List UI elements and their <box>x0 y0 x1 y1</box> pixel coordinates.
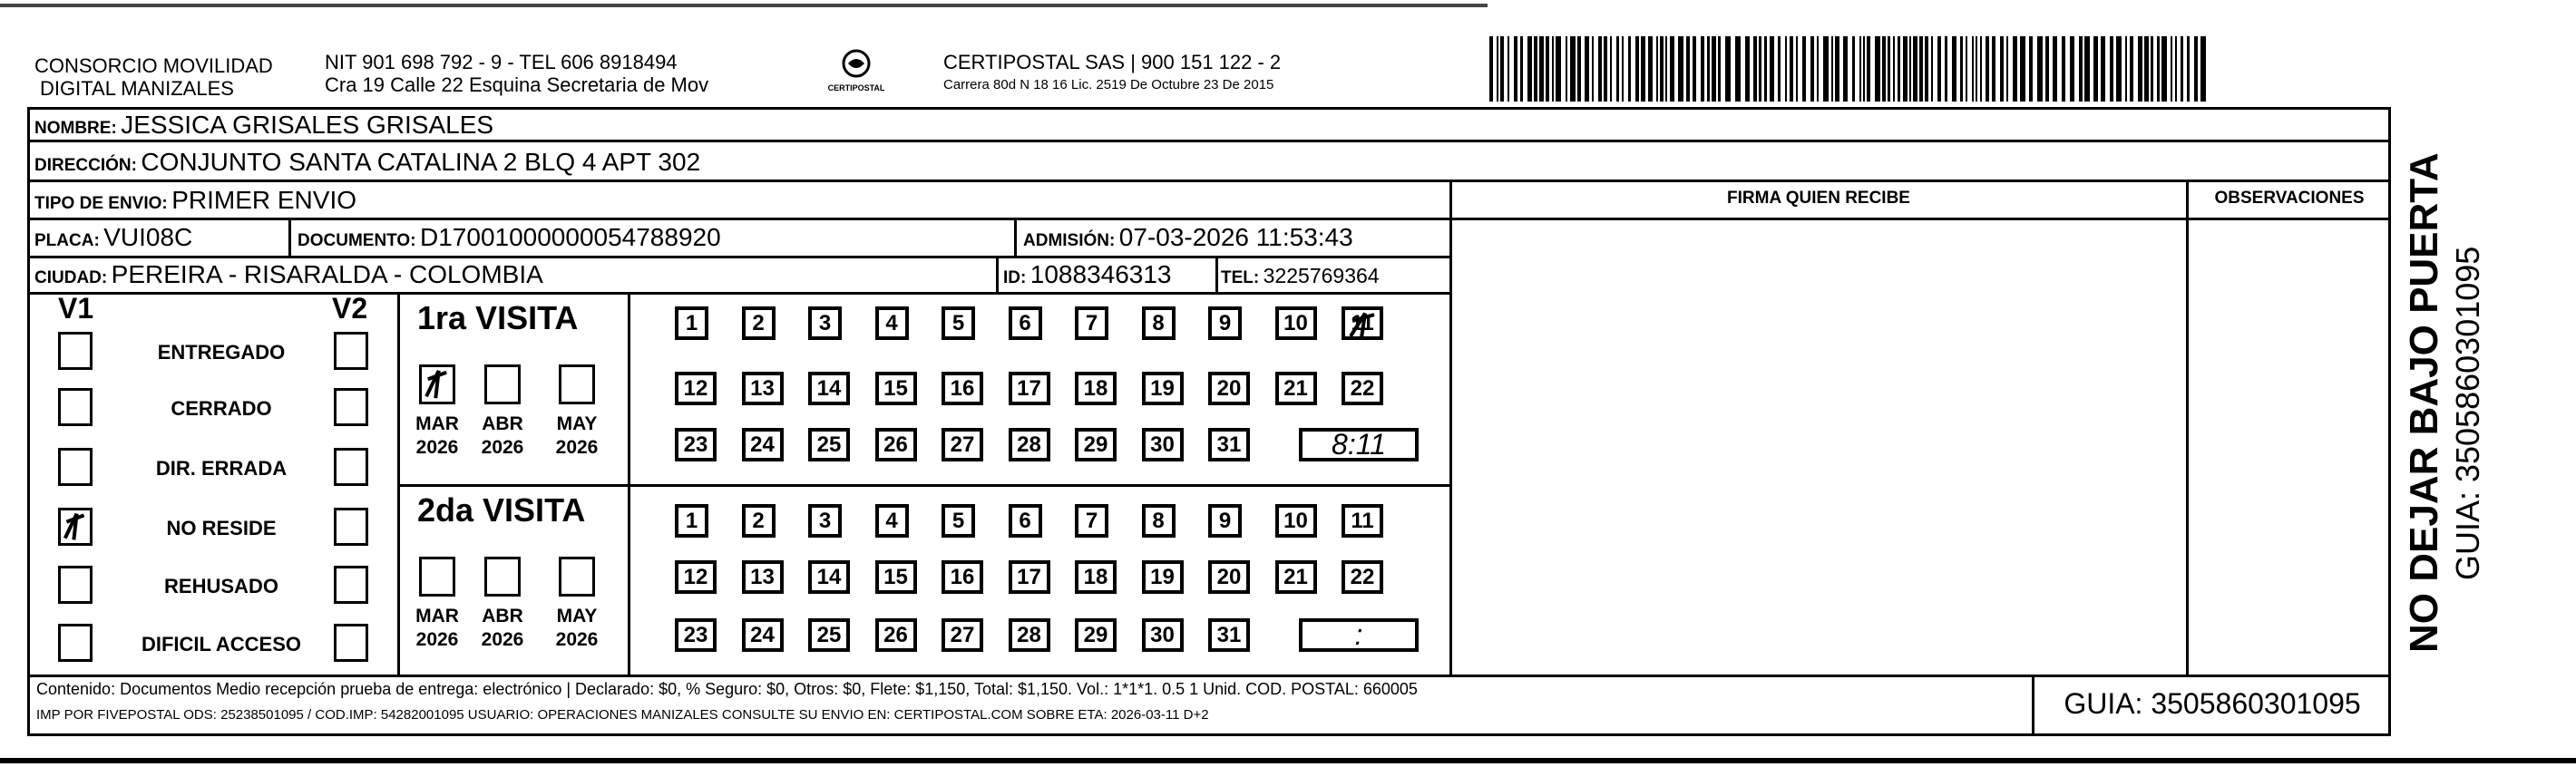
barcode-bar <box>1610 36 1612 102</box>
barcode-bar <box>1790 36 1793 102</box>
nit-line: NIT 901 698 792 - 9 - TEL 606 8918494 <box>325 51 678 73</box>
id-value: 1088346313 <box>1029 260 1172 288</box>
barcode-bar <box>1566 36 1567 102</box>
day-box[interactable]: 2 <box>742 306 776 340</box>
day-box[interactable]: 30 <box>1142 428 1184 461</box>
barcode-bar <box>1570 36 1576 102</box>
barcode-bar <box>1725 36 1731 102</box>
barcode-bar <box>2187 36 2190 102</box>
tipo-envio-row <box>34 186 356 215</box>
barcode-bar <box>2125 36 2127 102</box>
day-box[interactable]: 29 <box>1075 618 1117 652</box>
day-box[interactable]: 25 <box>808 428 850 461</box>
footer-content-line: Contenido: Documentos Medio recepción prueba de entrega: electrónico | Declarado: $0, % Seguro: $0, Otros: $0, Flete: $1,150, Total: $1,150. Vol.: 1*1*1. 0.5 1 Unid. COD. POSTAL: 660005 <box>36 680 1418 698</box>
day-box[interactable]: 5 <box>942 504 975 538</box>
barcode-bar <box>1888 36 1890 102</box>
barcode-bar <box>1678 36 1683 102</box>
day-box[interactable]: 13 <box>742 560 784 594</box>
day-box[interactable]: 12 <box>675 372 717 405</box>
documento-label: DOCUMENTO: <box>298 231 416 250</box>
tel-value: 3225769364 <box>1263 264 1380 287</box>
day-box[interactable]: 11 <box>1342 504 1383 538</box>
v2-label: V2 <box>332 292 368 325</box>
footer-imp-line: IMP POR FIVEPOSTAL ODS: 25238501095 / COD.IMP: 54282001095 USUARIO: OPERACIONES MANIZALES CONSULTE SU ENVIO EN: CERTIPOSTAL.COM SOBRE ETA: 2026-03-11 D+2 <box>36 707 1209 723</box>
month-checkbox[interactable] <box>419 557 455 597</box>
observaciones-header: OBSERVACIONES <box>2214 189 2365 208</box>
v2-status-checkbox[interactable] <box>334 332 368 370</box>
barcode-bar <box>1972 36 1974 102</box>
month-label: ABR <box>482 413 523 434</box>
barcode-bar <box>1604 36 1607 102</box>
barcode-bar <box>2062 36 2065 102</box>
v1-status-checkbox[interactable] <box>58 448 93 486</box>
month-checkbox[interactable] <box>419 364 455 404</box>
day-box[interactable]: 22 <box>1342 372 1383 405</box>
day-box[interactable]: 13 <box>742 372 784 405</box>
day-box[interactable]: 18 <box>1075 560 1117 594</box>
month-checkbox[interactable] <box>484 364 521 404</box>
barcode-bar <box>1823 36 1829 102</box>
barcode-bar <box>1527 36 1532 102</box>
barcode-bar <box>1802 36 1806 102</box>
barcode-bar <box>1976 36 1977 102</box>
day-box[interactable]: 9 <box>1208 306 1242 340</box>
month-year: 2026 <box>481 437 524 458</box>
barcode-bar <box>1701 36 1704 102</box>
day-box[interactable]: 20 <box>1208 372 1250 405</box>
barcode-bar <box>2084 36 2090 102</box>
barcode-bar <box>1863 36 1865 102</box>
direccion-row <box>34 148 700 177</box>
day-box[interactable]: 24 <box>742 428 784 461</box>
day-box[interactable]: 22 <box>1342 560 1383 594</box>
barcode-bar <box>2157 36 2160 102</box>
day-box[interactable]: 14 <box>808 560 850 594</box>
consortium-contact <box>325 51 708 96</box>
month-year: 2026 <box>481 629 524 650</box>
id-label: ID: <box>1003 268 1027 287</box>
barcode-bar <box>1686 36 1690 102</box>
barcode-bar <box>2013 36 2017 102</box>
month-label: MAY <box>556 413 598 434</box>
barcode-bar <box>1622 36 1624 102</box>
day-box[interactable]: 17 <box>1009 560 1050 594</box>
barcode-bar <box>1635 36 1639 102</box>
day-box[interactable]: 16 <box>942 560 983 594</box>
barcode-bar <box>1960 36 1963 102</box>
direccion-label: DIRECCIÓN: <box>34 156 137 175</box>
certipostal-line: CERTIPOSTAL SAS | 900 151 122 - 2 <box>943 51 1282 73</box>
barcode-bar <box>2045 36 2049 102</box>
barcode-bar <box>1898 36 1900 102</box>
barcode-bar <box>1520 36 1523 102</box>
barcode-bar <box>2175 36 2177 102</box>
day-box[interactable]: 27 <box>942 428 983 461</box>
day-box[interactable]: 12 <box>675 560 717 594</box>
barcode-bar <box>1966 36 1967 102</box>
barcode-bar <box>1919 36 1923 102</box>
ciudad-label: CIUDAD: <box>34 268 108 287</box>
day-box[interactable]: 26 <box>875 428 917 461</box>
consortium-line-1: CONSORCIO MOVILIDAD <box>34 54 273 77</box>
day-box[interactable]: 11 <box>1342 306 1383 340</box>
barcode-bar <box>2000 36 2004 102</box>
barcode-bar <box>2151 36 2153 102</box>
day-box[interactable]: 31 <box>1208 428 1250 461</box>
barcode-bar <box>1585 36 1589 102</box>
side-guia: GUIA: 3505860301095 <box>2449 246 2486 580</box>
barcode-bar <box>1810 36 1814 102</box>
day-box[interactable]: 18 <box>1075 372 1117 405</box>
barcode-bar <box>1945 36 1947 102</box>
day-box[interactable]: 21 <box>1275 560 1317 594</box>
barcode-bar <box>1753 36 1757 102</box>
day-box[interactable]: 7 <box>1075 504 1108 538</box>
v2-status-checkbox[interactable] <box>334 566 368 604</box>
placa-value: VUI08C <box>103 223 193 251</box>
ciudad-value: PEREIRA - RISARALDA - COLOMBIA <box>111 260 543 288</box>
side-warning: NO DEJAR BAJO PUERTA <box>2402 152 2446 653</box>
barcode-bar <box>1598 36 1602 102</box>
barcode-bar <box>1556 36 1561 102</box>
day-box[interactable]: 29 <box>1075 428 1117 461</box>
barcode-bar <box>1592 36 1594 102</box>
barcode-bar <box>2144 36 2149 102</box>
day-box[interactable]: 4 <box>875 504 909 538</box>
visit2-title: 2da VISITA <box>417 491 586 529</box>
month-year: 2026 <box>415 437 459 458</box>
barcode-bar <box>1835 36 1839 102</box>
barcode-bar <box>1693 36 1696 102</box>
consortium-line-2: DIGITAL MANIZALES <box>40 77 234 100</box>
status-label: REHUSADO <box>164 575 278 597</box>
license-line: Carrera 80d N 18 16 Lic. 2519 De Octubre 23 De 2015 <box>943 77 1274 92</box>
handwritten-check-icon <box>61 510 90 543</box>
barcode-bar <box>1489 36 1493 102</box>
barcode-bar <box>2194 36 2198 102</box>
barcode-bar <box>1778 36 1781 102</box>
month-label: MAR <box>415 606 459 626</box>
barcode-bar <box>1952 36 1956 102</box>
visit1-title: 1ra VISITA <box>417 299 579 336</box>
barcode-bar <box>1628 36 1631 102</box>
day-box[interactable]: 28 <box>1009 618 1050 652</box>
barcode-bar <box>1670 36 1674 102</box>
firma-header: FIRMA QUIEN RECIBE <box>1727 189 1910 208</box>
barcode-bar <box>1817 36 1819 102</box>
month-checkbox[interactable] <box>484 557 521 597</box>
barcode-bar <box>1718 36 1721 102</box>
barcode-bar <box>2093 36 2098 102</box>
day-box[interactable]: 15 <box>875 560 917 594</box>
day-box[interactable]: 10 <box>1275 306 1317 340</box>
placa-cell <box>34 223 192 252</box>
barcode-bar <box>1980 36 1982 102</box>
v2-status-checkbox[interactable] <box>334 448 368 486</box>
barcode-bar <box>1497 36 1498 102</box>
footer-guia: GUIA: 3505860301095 <box>2064 687 2361 720</box>
day-box[interactable]: 1 <box>675 306 708 340</box>
v1-status-checkbox[interactable] <box>58 508 93 546</box>
barcode-bar <box>2161 36 2167 102</box>
barcode-bar <box>2101 36 2105 102</box>
v1-status-checkbox[interactable] <box>58 332 93 370</box>
barcode <box>1489 36 2211 102</box>
day-box[interactable]: 30 <box>1142 618 1184 652</box>
barcode-bar <box>1882 36 1886 102</box>
admision-value: 07-03-2026 11:53:43 <box>1118 223 1353 251</box>
v1-status-checkbox[interactable] <box>58 388 93 426</box>
day-box[interactable]: 8 <box>1142 504 1176 538</box>
barcode-bar <box>1785 36 1787 102</box>
certipostal-info <box>943 51 1281 96</box>
day-box[interactable]: 23 <box>675 618 717 652</box>
consortium-address: Cra 19 Calle 22 Esquina Secretaria de Mov <box>325 73 709 96</box>
day-box[interactable]: 14 <box>808 372 850 405</box>
month-year: 2026 <box>555 437 599 458</box>
placa-label: PLACA: <box>34 231 100 250</box>
v1-status-checkbox[interactable] <box>58 624 93 662</box>
barcode-bar <box>1852 36 1855 102</box>
barcode-bar <box>1712 36 1716 102</box>
barcode-bar <box>1796 36 1798 102</box>
barcode-bar <box>2020 36 2025 102</box>
day-box[interactable]: 16 <box>942 372 983 405</box>
barcode-bar <box>1514 36 1517 102</box>
day-box[interactable]: 7 <box>1075 306 1108 340</box>
day-box[interactable]: 17 <box>1009 372 1050 405</box>
status-label: CERRADO <box>171 397 272 420</box>
barcode-bar <box>1500 36 1504 102</box>
day-box[interactable]: 25 <box>808 618 850 652</box>
barcode-bar <box>1903 36 1908 102</box>
barcode-bar <box>2070 36 2074 102</box>
day-box[interactable]: 23 <box>675 428 717 461</box>
barcode-bar <box>1616 36 1619 102</box>
day-box[interactable]: 6 <box>1009 504 1042 538</box>
barcode-bar <box>2200 36 2206 102</box>
v1-status-checkbox[interactable] <box>58 566 93 604</box>
day-box[interactable]: 28 <box>1009 428 1050 461</box>
admision-label: ADMISIÓN: <box>1023 231 1116 250</box>
day-box[interactable]: 20 <box>1208 560 1250 594</box>
day-box[interactable]: 21 <box>1275 372 1317 405</box>
day-box[interactable]: 10 <box>1275 504 1317 538</box>
barcode-bar <box>2110 36 2113 102</box>
month-label: ABR <box>482 606 523 626</box>
barcode-bar <box>2079 36 2083 102</box>
barcode-bar <box>1937 36 1941 102</box>
v2-status-checkbox[interactable] <box>334 624 368 662</box>
day-box[interactable]: 31 <box>1208 618 1250 652</box>
id-cell <box>1003 260 1172 289</box>
barcode-bar <box>1867 36 1870 102</box>
barcode-bar <box>1931 36 1933 102</box>
barcode-bar <box>2053 36 2057 102</box>
barcode-bar <box>1831 36 1833 102</box>
barcode-bar <box>1759 36 1761 102</box>
admision-cell <box>1023 223 1353 252</box>
barcode-bar <box>1909 36 1911 102</box>
day-box[interactable]: 3 <box>808 504 842 538</box>
month-label: MAR <box>415 413 459 434</box>
handwritten-check-icon <box>1345 310 1381 341</box>
barcode-bar <box>1745 36 1750 102</box>
day-box[interactable]: 1 <box>675 504 708 538</box>
nombre-value: JESSICA GRISALES GRISALES <box>121 111 494 139</box>
tipo-envio-label: TIPO DE ENVIO: <box>34 194 168 213</box>
barcode-bar <box>1913 36 1917 102</box>
month-checkbox[interactable] <box>559 364 595 404</box>
barcode-bar <box>2138 36 2142 102</box>
barcode-bar <box>1875 36 1880 102</box>
barcode-bar <box>1707 36 1710 102</box>
v2-status-checkbox[interactable] <box>334 388 368 426</box>
documento-value: D17001000000054788920 <box>420 223 721 251</box>
day-box[interactable]: 3 <box>808 306 842 340</box>
barcode-bar <box>1770 36 1774 102</box>
tel-cell <box>1221 264 1380 288</box>
status-label: ENTREGADO <box>157 341 286 364</box>
direccion-value: CONJUNTO SANTA CATALINA 2 BLQ 4 APT 302 <box>141 148 701 176</box>
day-box[interactable]: 15 <box>875 372 917 405</box>
status-label: NO RESIDE <box>166 517 277 539</box>
documento-cell <box>298 223 721 252</box>
barcode-bar <box>1577 36 1581 102</box>
tipo-envio-value: PRIMER ENVIO <box>171 186 357 214</box>
certipostal-logo-icon <box>824 47 889 102</box>
barcode-bar <box>2037 36 2043 102</box>
day-box[interactable]: 6 <box>1009 306 1042 340</box>
barcode-bar <box>2130 36 2133 102</box>
barcode-bar <box>1986 36 1989 102</box>
status-label: DIFICIL ACCESO <box>141 633 301 655</box>
consortium-name <box>34 54 273 100</box>
day-box[interactable]: 26 <box>875 618 917 652</box>
barcode-bar <box>1660 36 1664 102</box>
barcode-bar <box>2029 36 2033 102</box>
logo-text: CERTIPOSTAL <box>827 83 885 92</box>
barcode-bar <box>1764 36 1767 102</box>
barcode-bar <box>2181 36 2183 102</box>
day-box[interactable]: 8 <box>1142 306 1176 340</box>
v2-status-checkbox[interactable] <box>334 508 368 546</box>
barcode-bar <box>1546 36 1549 102</box>
time-box[interactable]: : <box>1299 618 1419 652</box>
ciudad-cell <box>34 260 543 289</box>
barcode-bar <box>1859 36 1861 102</box>
barcode-bar <box>1641 36 1645 102</box>
barcode-bar <box>1893 36 1895 102</box>
month-year: 2026 <box>555 629 599 650</box>
barcode-bar <box>1735 36 1741 102</box>
barcode-bar <box>1648 36 1653 102</box>
tel-label: TEL: <box>1221 268 1260 287</box>
barcode-bar <box>1508 36 1509 102</box>
barcode-bar <box>1539 36 1544 102</box>
barcode-bar <box>2171 36 2172 102</box>
barcode-bar <box>1665 36 1667 102</box>
v1-label: V1 <box>58 292 94 325</box>
barcode-bar <box>2006 36 2008 102</box>
nombre-row <box>34 111 493 140</box>
month-year: 2026 <box>415 629 459 650</box>
day-box[interactable]: 27 <box>942 618 983 652</box>
status-label: DIR. ERRADA <box>155 457 288 480</box>
barcode-bar <box>1992 36 1995 102</box>
barcode-bar <box>1843 36 1848 102</box>
month-checkbox[interactable] <box>559 557 595 597</box>
month-label: MAY <box>556 606 598 626</box>
day-box[interactable]: 2 <box>742 504 776 538</box>
nombre-label: NOMBRE: <box>34 119 117 138</box>
certipostal-logo <box>824 47 889 102</box>
barcode-bar <box>1656 36 1658 102</box>
day-box[interactable]: 5 <box>942 306 975 340</box>
barcode-bar <box>1925 36 1928 102</box>
day-box[interactable]: 24 <box>742 618 784 652</box>
barcode-bar <box>2116 36 2122 102</box>
day-box[interactable]: 9 <box>1208 504 1242 538</box>
barcode-bar <box>1534 36 1537 102</box>
day-box[interactable]: 19 <box>1142 560 1184 594</box>
barcode-bar <box>1552 36 1554 102</box>
day-box[interactable]: 19 <box>1142 372 1184 405</box>
handwritten-check-icon <box>422 367 453 402</box>
day-box[interactable]: 4 <box>875 306 909 340</box>
time-box[interactable]: 8:11 <box>1299 428 1419 461</box>
